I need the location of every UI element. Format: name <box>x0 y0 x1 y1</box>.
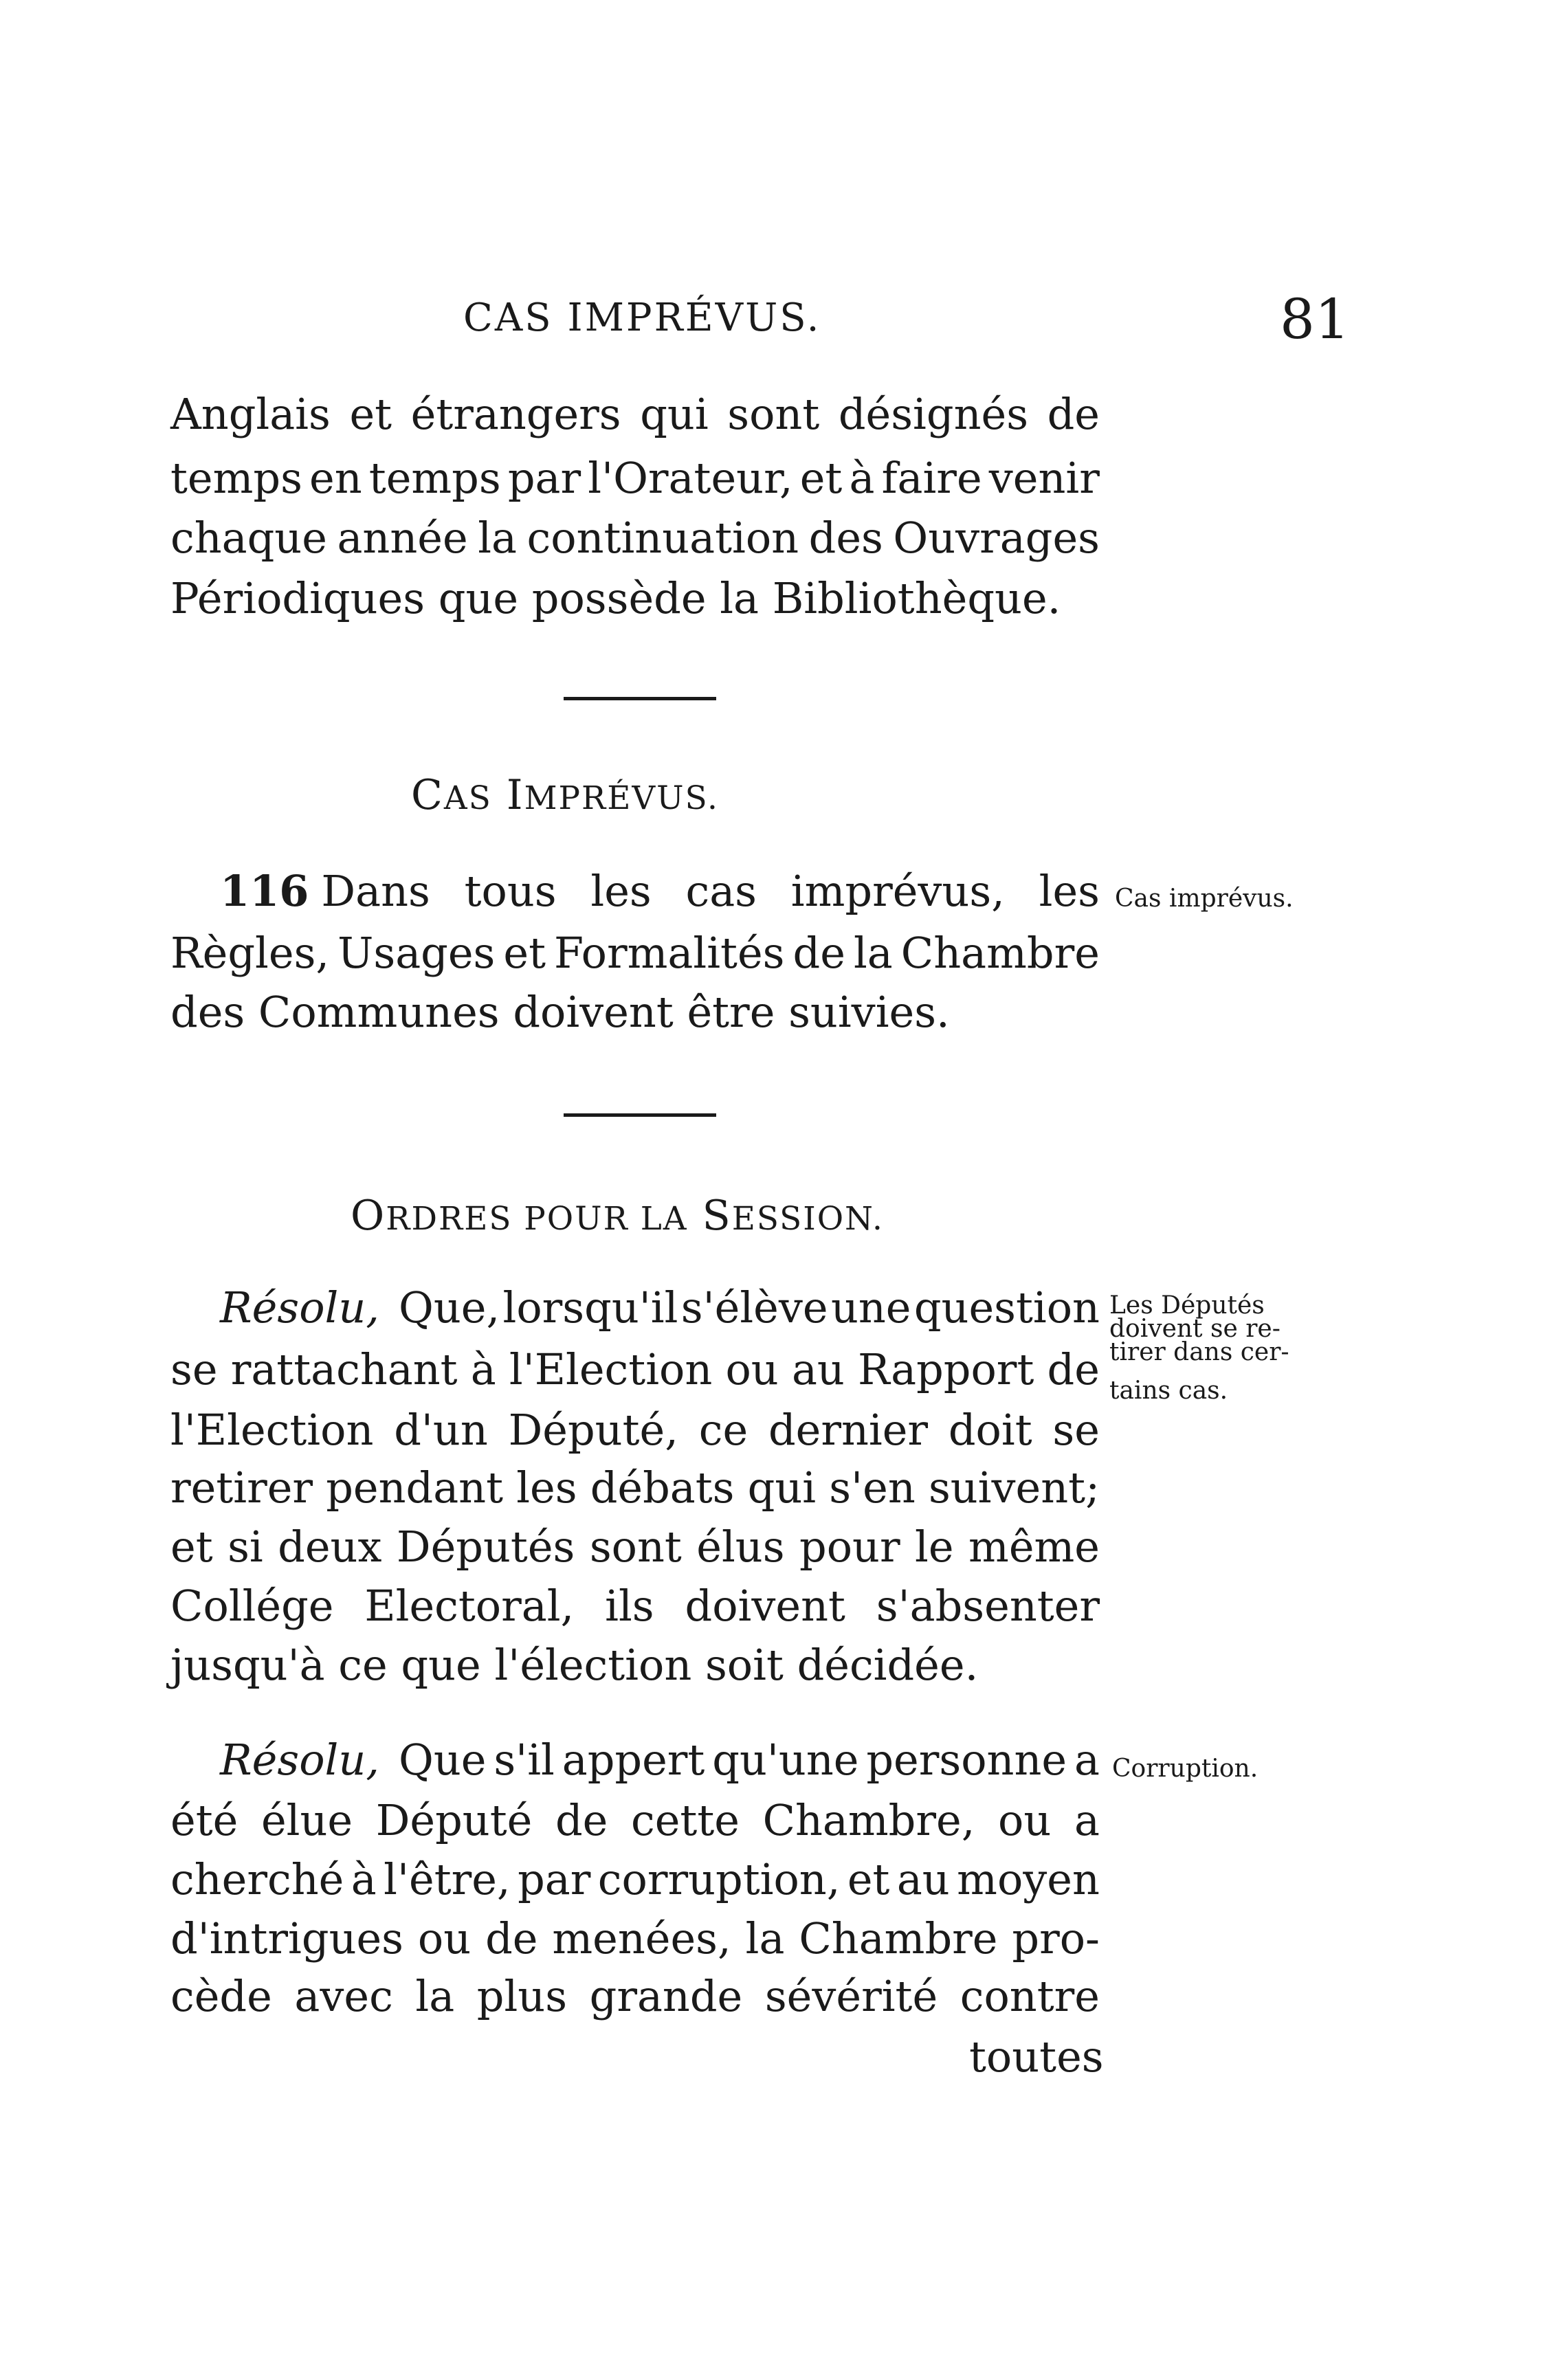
page-number: 81 <box>1280 287 1350 351</box>
section-title: CAS IMPRÉVUS. <box>411 771 719 819</box>
text-line: se rattachant à l'Election ou au Rapport de <box>170 1344 1100 1394</box>
text-line: d'intrigues ou de menées, la Chambre pro- <box>170 1913 1100 1964</box>
text-line: Anglais et étrangers qui sont désignés de <box>170 389 1100 439</box>
resolution-lead: Résolu, <box>220 1282 379 1333</box>
margin-note: Les Députés doivent se re- tirer dans cer- tains cas. <box>1109 1291 1289 1405</box>
section-divider <box>564 697 716 700</box>
text-line: été élue Député de cette Chambre, ou a <box>170 1795 1100 1845</box>
text-line: cherché à l'être, par corruption, et au moyen <box>170 1854 1100 1904</box>
text-line: Périodiques que possède la Bibliothèque. <box>170 573 1061 623</box>
text-line: 116 Dans tous les cas imprévus, les <box>220 866 1100 916</box>
section-divider <box>564 1113 716 1117</box>
paragraph-number: 116 <box>220 866 309 916</box>
text-line: retirer pendant les débats qui s'en suivent; <box>170 1463 1100 1513</box>
text-line: Résolu, Que s'il appert qu'une personne a <box>220 1735 1100 1785</box>
resolution-lead: Résolu, <box>220 1735 379 1785</box>
text-line: jusqu'à ce que l'élection soit décidée. <box>170 1640 979 1690</box>
section-title: ORDRES POUR LA SESSION. <box>351 1192 884 1240</box>
running-title: CAS IMPRÉVUS. <box>463 296 821 340</box>
margin-note: Cas imprévus. <box>1115 885 1294 913</box>
text-line: l'Election d'un Député, ce dernier doit se <box>170 1405 1100 1455</box>
text-line: Collége Electoral, ils doivent s'absenter <box>170 1581 1100 1631</box>
catchword: toutes <box>969 2032 1104 2082</box>
text-line: Résolu, Que, lorsqu'il s'élève une question <box>220 1282 1100 1333</box>
margin-note: Corruption. <box>1112 1755 1259 1783</box>
text-line: cède avec la plus grande sévérité contre <box>170 1971 1100 2021</box>
text-line: Règles, Usages et Formalités de la Chambre <box>170 928 1100 978</box>
text-line: et si deux Députés sont élus pour le même <box>170 1522 1100 1572</box>
text-line: temps en temps par l'Orateur, et à faire venir <box>170 453 1100 503</box>
text-line: des Communes doivent être suivies. <box>170 987 950 1037</box>
text-line: chaque année la continuation des Ouvrages <box>170 513 1100 563</box>
